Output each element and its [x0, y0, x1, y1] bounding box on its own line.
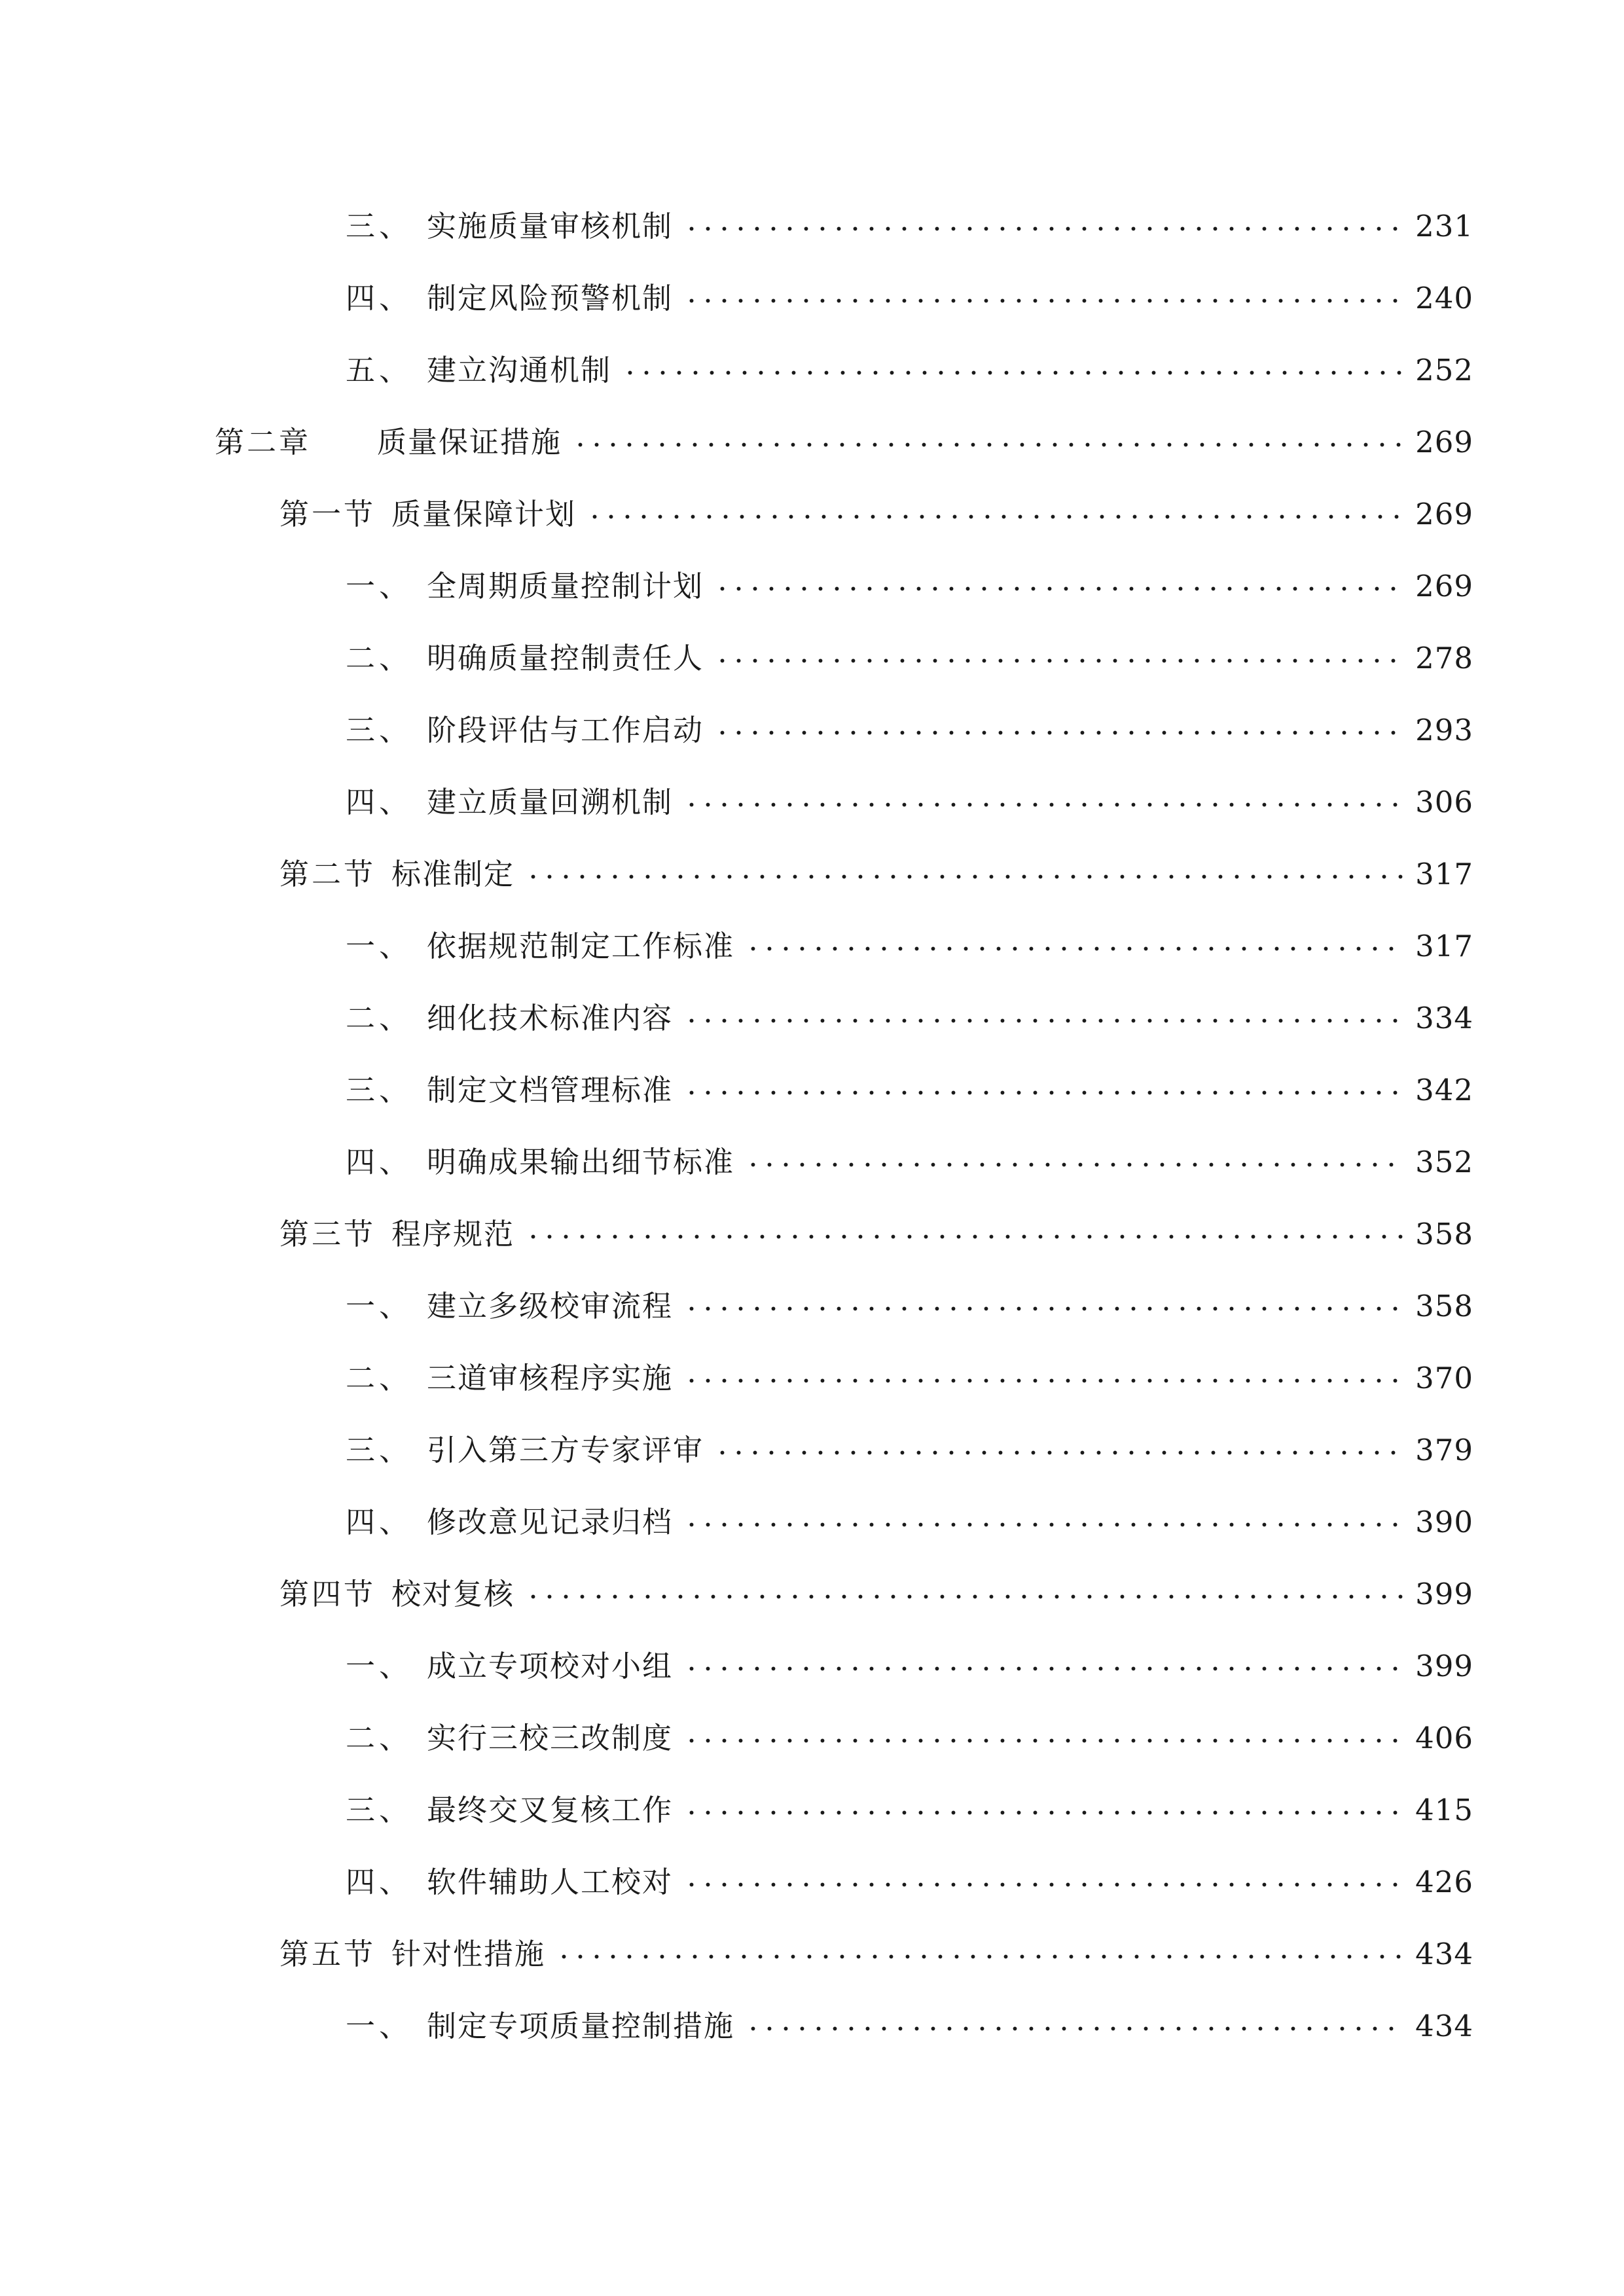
- toc-entry-title: 制定文档管理标准: [427, 1072, 674, 1107]
- toc-entry-title: 建立沟通机制: [427, 352, 612, 387]
- toc-item-entry[interactable]: [0, 694, 1624, 766]
- toc-entry-title: 程序规范: [391, 1216, 515, 1251]
- dot-leader: [683, 1006, 1403, 1035]
- toc-entry-number: 三、: [346, 208, 413, 243]
- toc-entry-title: 阶段评估与工作启动: [427, 712, 704, 747]
- toc-page-number: 231: [1415, 208, 1473, 243]
- toc-entry-title: 质量保障计划: [391, 496, 577, 531]
- toc-item-entry[interactable]: [0, 334, 1624, 406]
- toc-entry-number: 一、: [346, 1288, 413, 1323]
- toc-section-entry[interactable]: [0, 1558, 1624, 1630]
- toc-item-entry[interactable]: [0, 1774, 1624, 1846]
- toc-entry-number: 第三节: [280, 1216, 376, 1251]
- dot-leader: [622, 358, 1403, 387]
- toc-item-entry[interactable]: [0, 550, 1624, 622]
- toc-entry-number: 五、: [346, 352, 413, 387]
- dot-leader: [572, 430, 1403, 459]
- toc-entry-title: 全周期质量控制计划: [427, 568, 704, 603]
- toc-page-number: 352: [1415, 1144, 1473, 1179]
- dot-leader: [714, 1438, 1403, 1467]
- toc-item-entry[interactable]: [0, 1990, 1624, 2062]
- toc-entry-title: 软件辅助人工校对: [427, 1864, 674, 1899]
- toc-section-entry[interactable]: [0, 1918, 1624, 1990]
- toc-page-number: 269: [1415, 496, 1473, 531]
- toc-item-entry[interactable]: [0, 1846, 1624, 1918]
- dot-leader: [683, 1078, 1403, 1107]
- dot-leader: [683, 1870, 1403, 1899]
- toc-entry-title: 针对性措施: [391, 1936, 546, 1971]
- toc-entry-number: 四、: [346, 784, 413, 819]
- toc-page-number: 399: [1415, 1648, 1473, 1683]
- toc-entry-number: 二、: [346, 1720, 413, 1755]
- toc-entry-number: 四、: [346, 280, 413, 315]
- toc-entry-number: 第四节: [280, 1576, 376, 1611]
- table-of-contents: [0, 190, 1624, 2062]
- toc-entry-number: 三、: [346, 1792, 413, 1827]
- dot-leader: [683, 1294, 1403, 1323]
- toc-entry-title: 标准制定: [391, 856, 515, 891]
- toc-entry-title: 明确成果输出细节标准: [427, 1144, 735, 1179]
- toc-entry-title: 细化技术标准内容: [427, 1000, 674, 1035]
- toc-entry-number: 三、: [346, 1072, 413, 1107]
- dot-leader: [683, 790, 1403, 819]
- toc-item-entry[interactable]: [0, 622, 1624, 694]
- dot-leader: [683, 1654, 1403, 1683]
- toc-entry-title: 实行三校三改制度: [427, 1720, 674, 1755]
- toc-page-number: 293: [1415, 712, 1473, 747]
- toc-item-entry[interactable]: [0, 766, 1624, 838]
- toc-entry-number: 三、: [346, 712, 413, 747]
- toc-item-entry[interactable]: [0, 1414, 1624, 1486]
- toc-page-number: 278: [1415, 640, 1473, 675]
- dot-leader: [683, 1726, 1403, 1755]
- toc-entry-title: 明确质量控制责任人: [427, 640, 704, 675]
- toc-entry-number: 第一节: [280, 496, 376, 531]
- toc-item-entry[interactable]: [0, 262, 1624, 334]
- toc-item-entry[interactable]: [0, 190, 1624, 262]
- dot-leader: [683, 286, 1403, 315]
- toc-entry-title: 制定专项质量控制措施: [427, 2008, 735, 2043]
- toc-entry-number: 第二节: [280, 856, 376, 891]
- dot-leader: [683, 1366, 1403, 1395]
- toc-page-number: 370: [1415, 1360, 1473, 1395]
- dot-leader: [745, 1150, 1403, 1179]
- toc-page-number: 399: [1415, 1576, 1473, 1611]
- toc-item-entry[interactable]: [0, 910, 1624, 982]
- toc-item-entry[interactable]: [0, 1486, 1624, 1558]
- toc-page-number: 434: [1415, 2008, 1473, 2043]
- toc-entry-title: 实施质量审核机制: [427, 208, 674, 243]
- toc-page-number: 342: [1415, 1072, 1473, 1107]
- toc-page-number: 317: [1415, 856, 1473, 891]
- toc-entry-number: 二、: [346, 640, 413, 675]
- dot-leader: [714, 718, 1403, 747]
- toc-entry-title: 建立质量回溯机制: [427, 784, 674, 819]
- toc-chapter-entry[interactable]: [0, 406, 1624, 478]
- toc-entry-title: 修改意见记录归档: [427, 1504, 674, 1539]
- dot-leader: [714, 574, 1403, 603]
- toc-item-entry[interactable]: [0, 1054, 1624, 1126]
- toc-entry-number: 四、: [346, 1504, 413, 1539]
- toc-entry-number: 四、: [346, 1864, 413, 1899]
- toc-entry-title: 依据规范制定工作标准: [427, 928, 735, 963]
- toc-page-number: 406: [1415, 1720, 1473, 1755]
- toc-page-number: 390: [1415, 1504, 1473, 1539]
- toc-page-number: 426: [1415, 1864, 1473, 1899]
- dot-leader: [683, 1798, 1403, 1827]
- toc-entry-number: 三、: [346, 1432, 413, 1467]
- toc-page-number: 240: [1415, 280, 1473, 315]
- toc-entry-title: 质量保证措施: [377, 424, 562, 459]
- toc-page-number: 434: [1415, 1936, 1473, 1971]
- toc-item-entry[interactable]: [0, 1342, 1624, 1414]
- toc-page-number: 358: [1415, 1216, 1473, 1251]
- toc-entry-number: 第五节: [280, 1936, 376, 1971]
- toc-entry-title: 制定风险预警机制: [427, 280, 674, 315]
- toc-item-entry[interactable]: [0, 1702, 1624, 1774]
- dot-leader: [525, 1582, 1403, 1611]
- toc-page-number: 358: [1415, 1288, 1473, 1323]
- toc-section-entry[interactable]: [0, 1198, 1624, 1270]
- dot-leader: [683, 214, 1403, 243]
- toc-page-number: 252: [1415, 352, 1473, 387]
- dot-leader: [745, 934, 1403, 963]
- toc-page-number: 379: [1415, 1432, 1473, 1467]
- toc-page-number: 317: [1415, 928, 1473, 963]
- dot-leader: [525, 862, 1403, 891]
- toc-item-entry[interactable]: [0, 1270, 1624, 1342]
- toc-page-number: 334: [1415, 1000, 1473, 1035]
- toc-entry-number: 四、: [346, 1144, 413, 1179]
- toc-entry-number: 第二章: [215, 424, 312, 459]
- toc-entry-number: 一、: [346, 568, 413, 603]
- toc-entry-title: 引入第三方专家评审: [427, 1432, 704, 1467]
- toc-entry-number: 一、: [346, 1648, 413, 1683]
- toc-item-entry[interactable]: [0, 1126, 1624, 1198]
- dot-leader: [714, 646, 1403, 675]
- toc-entry-title: 校对复核: [391, 1576, 515, 1611]
- dot-leader: [745, 2014, 1403, 2043]
- toc-entry-title: 三道审核程序实施: [427, 1360, 674, 1395]
- dot-leader: [525, 1222, 1403, 1251]
- toc-page-number: 269: [1415, 424, 1473, 459]
- toc-entry-title: 成立专项校对小组: [427, 1648, 674, 1683]
- toc-entry-number: 二、: [346, 1360, 413, 1395]
- dot-leader: [556, 1942, 1403, 1971]
- toc-section-entry[interactable]: [0, 838, 1624, 910]
- dot-leader: [683, 1510, 1403, 1539]
- toc-page-number: 269: [1415, 568, 1473, 603]
- toc-entry-number: 二、: [346, 1000, 413, 1035]
- dot-leader: [586, 502, 1403, 531]
- toc-item-entry[interactable]: [0, 982, 1624, 1054]
- toc-entry-title: 最终交叉复核工作: [427, 1792, 674, 1827]
- toc-section-entry[interactable]: [0, 478, 1624, 550]
- toc-entry-number: 一、: [346, 2008, 413, 2043]
- toc-page-number: 415: [1415, 1792, 1473, 1827]
- toc-page-number: 306: [1415, 784, 1473, 819]
- toc-entry-title: 建立多级校审流程: [427, 1288, 674, 1323]
- toc-item-entry[interactable]: [0, 1630, 1624, 1702]
- toc-entry-number: 一、: [346, 928, 413, 963]
